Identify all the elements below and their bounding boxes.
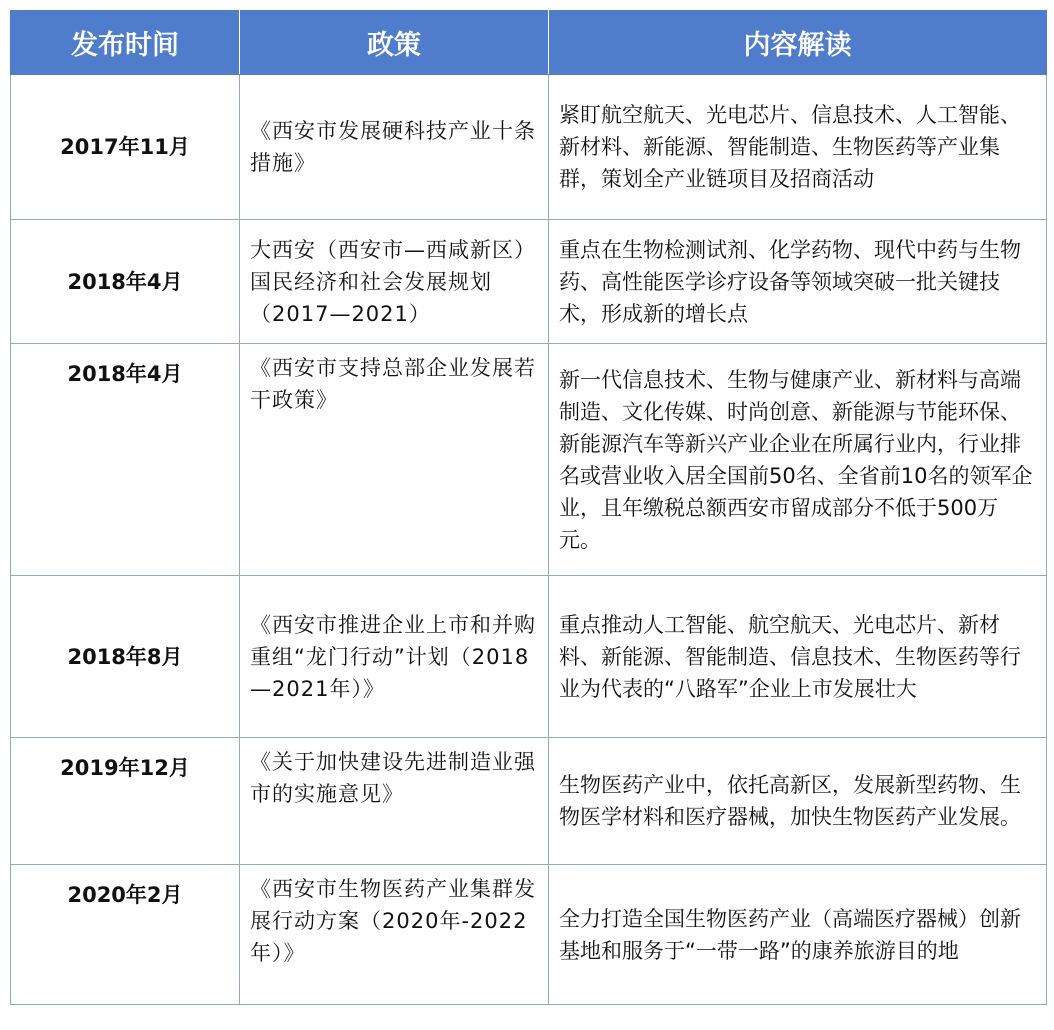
content-interpretation: 生物医药产业中，依托高新区，发展新型药物、生物医学材料和医疗器械，加快生物医药产业发展。 <box>549 738 1047 865</box>
release-date: 2017年11月 <box>11 75 240 220</box>
release-date: 2018年4月 <box>11 220 240 344</box>
policy-name: 《西安市生物医药产业集群发展行动方案（2020年-2022年）》 <box>240 865 549 1005</box>
policy-name: 《关于加快建设先进制造业强市的实施意见》 <box>240 738 549 865</box>
release-date: 2018年4月 <box>11 344 240 576</box>
header-policy: 政策 <box>240 11 549 75</box>
table-body <box>11 75 1047 1005</box>
table-row <box>11 865 1047 1005</box>
release-date: 2019年12月 <box>11 738 240 865</box>
content-interpretation: 全力打造全国生物医药产业（高端医疗器械）创新基地和服务于“一带一路”的康养旅游目的地 <box>549 865 1047 1005</box>
release-date: 2018年8月 <box>11 576 240 738</box>
policy-name: 大西安（西安市—西咸新区）国民经济和社会发展规划（2017—2021） <box>240 220 549 344</box>
table-row <box>11 220 1047 344</box>
policy-name: 《西安市推进企业上市和并购重组“龙门行动”计划（2018—2021年）》 <box>240 576 549 738</box>
policy-name: 《西安市支持总部企业发展若干政策》 <box>240 344 549 576</box>
table-row <box>11 344 1047 576</box>
policy-table <box>10 10 1047 1005</box>
content-interpretation: 重点在生物检测试剂、化学药物、现代中药与生物药、高性能医学诊疗设备等领域突破一批关键技术，形成新的增长点 <box>549 220 1047 344</box>
table-header <box>11 11 1047 75</box>
content-interpretation: 重点推动人工智能、航空航天、光电芯片、新材料、新能源、智能制造、信息技术、生物医药等行业为代表的“八路军”企业上市发展壮大 <box>549 576 1047 738</box>
table-row <box>11 576 1047 738</box>
table-row <box>11 75 1047 220</box>
release-date: 2020年2月 <box>11 865 240 1005</box>
policy-name: 《西安市发展硬科技产业十条措施》 <box>240 75 549 220</box>
header-date: 发布时间 <box>11 11 240 75</box>
header-row <box>11 11 1047 75</box>
table-row <box>11 738 1047 865</box>
content-interpretation: 紧盯航空航天、光电芯片、信息技术、人工智能、新材料、新能源、智能制造、生物医药等产业集群，策划全产业链项目及招商活动 <box>549 75 1047 220</box>
header-content: 内容解读 <box>549 11 1047 75</box>
content-interpretation: 新一代信息技术、生物与健康产业、新材料与高端制造、文化传媒、时尚创意、新能源与节能环保、新能源汽车等新兴产业企业在所属行业内，行业排名或营业收入居全国前50名、全省前10名的领军企业，且年缴税总额西安市留成部分不低于500万元。 <box>549 344 1047 576</box>
